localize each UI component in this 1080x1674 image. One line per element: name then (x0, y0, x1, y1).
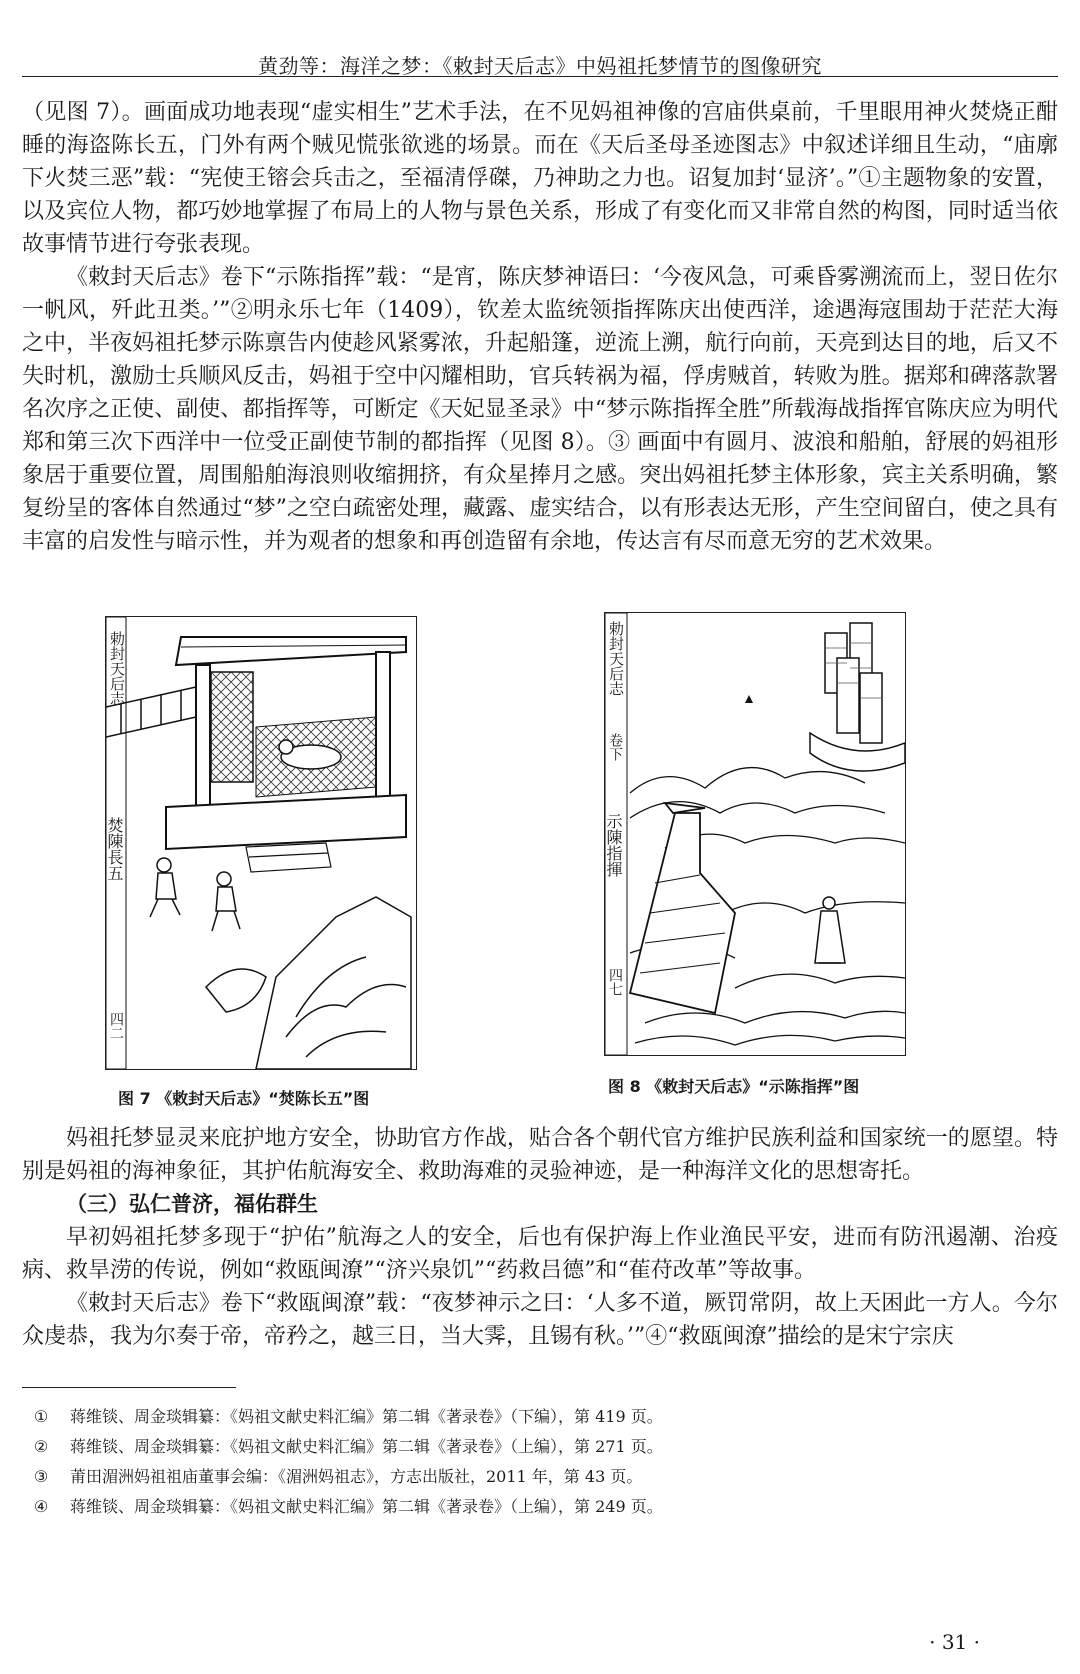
paragraph-1: （见图 7）。画面成功地表现“虚实相生”艺术手法，在不见妈祖神像的宫庙供桌前，千里眼用神火焚烧正酣睡的海盗陈长五，门外有两个贼见慌张欲逃的场景。而在《天后圣母圣迹图志》中叙述详细且生动，“庙廓下火焚三恶”载：“宪使王镕会兵击之，至福清俘磔，乃神助之力也。诏复加封‘显济’。”①主题物象的安置，以及宾位人物，都巧妙地掌握了布局上的人物与景色关系，形成了有变化而又非常自然的构图，同时适当依故事情节进行夸张表现。 (22, 100, 1058, 257)
figure-7-vertical-title: 勅封天后志 (108, 631, 126, 706)
body-text-bottom (22, 1122, 1058, 1353)
footnote-text: 蒋维锬、周金琰辑纂：《妈祖文献史料汇编》第二辑《著录卷》（下编），第 419 页。 (70, 1407, 663, 1426)
footnote-text: 莆田湄洲妈祖祖庙董事会编：《湄洲妈祖志》，方志出版社，2011 年，第 43 页。 (70, 1467, 643, 1486)
footnote-1 (22, 1402, 1058, 1432)
figure-8-inscription: 示陳指揮 (604, 813, 623, 877)
figure-8-caption: 图 8 《敕封天后志》“示陈指挥”图 (608, 1077, 860, 1096)
paragraph-3: 妈祖托梦显灵来庇护地方安全，协助官方作战，贴合各个朝代官方维护民族利益和国家统一的愿望。特别是妈祖的海神象征，其护佑航海安全、救助海难的灵验神迹，是一种海洋文化的思想寄托。 (22, 1126, 1058, 1184)
figure-7-woodcut (105, 616, 417, 1070)
figure-8-vertical-title: 勅封天后志 (607, 621, 625, 696)
paragraph-5: 《敕封天后志》卷下“救瓯闽潦”载：“夜梦神示之曰：‘人多不道，厥罚常阴，故上天困此一方人。今尔众虔恭，我为尔奏于帝，帝矜之，越三日，当大霁，且锡有秋。’”④“救瓯闽潦”描绘的是宋宁宗庆 (22, 1291, 1058, 1349)
footnote-mark: ③ (33, 1467, 49, 1486)
figure-7-inscription: 焚陳長五 (105, 817, 124, 881)
footnote-2 (22, 1432, 1058, 1462)
footnote-rule (22, 1387, 236, 1388)
figure-8-volume-mark: 卷下 (607, 733, 623, 761)
footnote-mark: ② (33, 1437, 49, 1456)
paragraph-2: 《敕封天后志》卷下“示陈指挥”载：“是宵，陈庆梦神语曰：‘今夜风急，可乘昏雾溯流而上，翌日佐尔一帆风，歼此丑类。’”②明永乐七年（1409），钦差太监统领指挥陈庆出使西洋，途遇海寇围劫于茫茫大海之中，半夜妈祖托梦示陈禀告内使趁风紧雾浓，升起船篷，逆流上溯，航行向前，天亮到达目的地，后又不失时机，激励士兵顺风反击，妈祖于空中闪耀相助，官兵转祸为福，俘虏贼首，转败为胜。据郑和碑落款署名次序之正使、副使、都指挥等，可断定《天妃显圣录》中“梦示陈指挥全胜”所载海战指挥官陈庆应为明代郑和第三次下西洋中一位受正副使节制的都指挥（见图 8）。③ 画面中有圆月、波浪和船舶，舒展的妈祖形象居于重要位置，周围船舶海浪则收缩拥挤，有众星捧月之感。突出妈祖托梦主体形象，宾主关系明确，繁复纷呈的客体自然通过“梦”之空白疏密处理，藏露、虚实结合，以有形表达无形，产生空间留白，使之具有丰富的启发性与暗示性，并为观者的想象和再创造留有余地，传达言有尽而意无穷的艺术效果。 (22, 265, 1058, 554)
footnote-3 (22, 1462, 1058, 1492)
body-text-top (22, 96, 1058, 558)
header-rule (22, 76, 1058, 77)
section-heading: （三）弘仁普济，福佑群生 (66, 1192, 318, 1216)
figure-7-caption: 图 7 《敕封天后志》“焚陈长五”图 (118, 1089, 370, 1108)
footnote-text: 蒋维锬、周金琰辑纂：《妈祖文献史料汇编》第二辑《著录卷》（上编），第 271 页。 (70, 1437, 663, 1456)
page-number: · 31 · (929, 1630, 980, 1654)
footnote-text: 蒋维锬、周金琰辑纂：《妈祖文献史料汇编》第二辑《著录卷》（上编），第 249 页。 (70, 1497, 663, 1516)
paragraph-4: 早初妈祖托梦多现于“护佑”航海之人的安全，后也有保护海上作业渔民平安，进而有防汛遏潮、治疫病、救旱涝的传说，例如“救瓯闽潦”“济兴泉饥”“药救吕德”和“萑苻改革”等故事。 (22, 1225, 1058, 1283)
figure-8-woodcut (604, 612, 906, 1056)
running-header: 黄劲等：海洋之梦：《敕封天后志》中妈祖托梦情节的图像研究 (258, 54, 822, 78)
footnote-mark: ① (33, 1407, 49, 1426)
footnote-4 (22, 1492, 1058, 1522)
footnotes (22, 1402, 1058, 1522)
figure-8-illustration (605, 613, 905, 1055)
footnote-mark: ④ (33, 1497, 49, 1516)
figure-8-page-mark: 四七 (607, 968, 623, 996)
figure-7-illustration (106, 617, 416, 1069)
figure-7-page-mark: 四二 (108, 1012, 124, 1040)
